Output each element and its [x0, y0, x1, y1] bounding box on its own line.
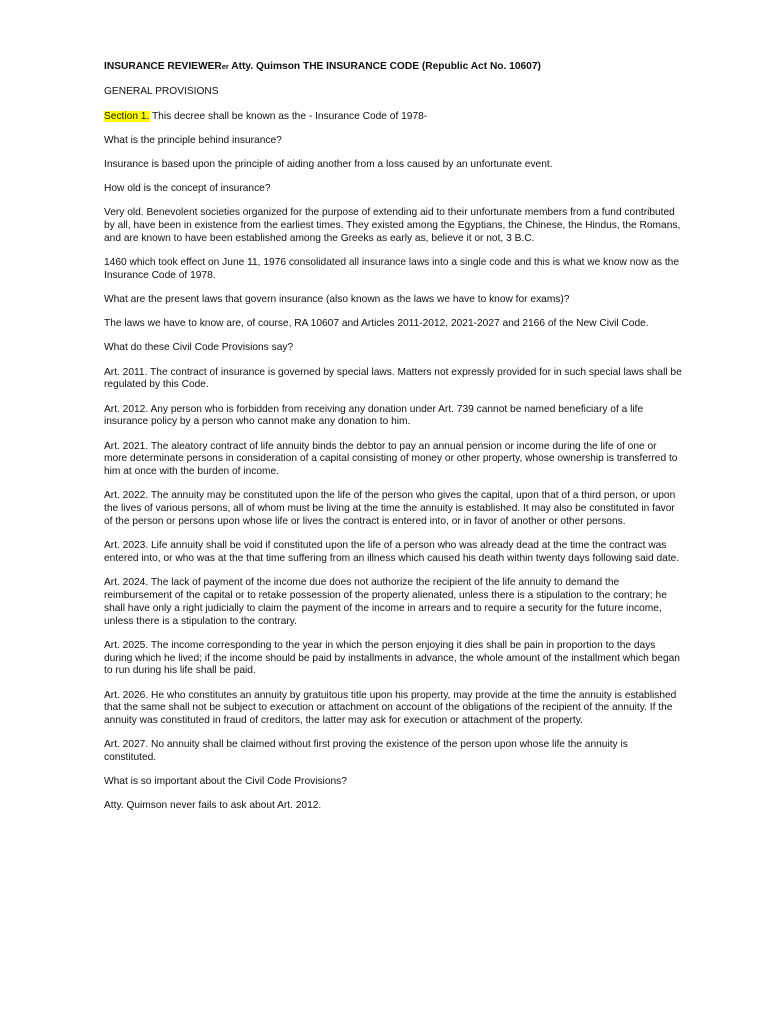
paragraph-art-2021: Art. 2021. The aleatory contract of life annuity binds the debtor to pay an annual pension or income during the life of one or more determinate persons in consideration of a capital consisting of money or other property, whose ownership is transferred to him at once with the burden of income. [104, 440, 678, 478]
document-title [104, 61, 682, 74]
paragraph-provisions-question: What do these Civil Code Provisions say? [104, 342, 294, 354]
section-heading: GENERAL PROVISIONS [104, 86, 219, 98]
paragraph-art-2011: Art. 2011. The contract of insurance is governed by special laws. Matters not expressly provided for in such special laws shall be regulated by this Code. [104, 366, 682, 391]
section-1-text: This decree shall be known as the - Insurance Code of 1978- [149, 110, 428, 122]
title-main: INSURANCE REVIEWER [104, 61, 222, 72]
paragraph-importance-answer: Atty. Quimson never fails to ask about Art. 2012. [104, 800, 322, 812]
paragraph-art-2027: Art. 2027. No annuity shall be claimed without first proving the existence of the person upon whose life the annuity is constituted. [104, 739, 628, 764]
paragraph-art-2024: Art. 2024. The lack of payment of the income due does not authorize the recipient of the life annuity to demand the reimbursement of the capital or to retake possession of the property alienated, unless there is a stipulation to the contrary; he shall have only a right judicially to claim the payment of the income in arrears and to require a security for the future income, unless there is a stipulation to the contrary. [104, 577, 667, 627]
paragraph-principle-question: What is the principle behind insurance? [104, 134, 282, 146]
paragraph-art-2026: Art. 2026. He who constitutes an annuity by gratuitous title upon his property, may provide at the time the annuity is established that the same shall not be subject to execution or attachment on account of the obligations of the recipient of the annuity. If the annuity was constituted in fraud of creditors, the latter may ask for execution or attachment of the property. [104, 689, 677, 727]
paragraph-laws-question: What are the present laws that govern insurance (also known as the laws we have to know for exams)? [104, 294, 570, 306]
section-1-label: Section 1. [104, 110, 150, 122]
section-1-paragraph [104, 111, 682, 124]
title-small: er [221, 62, 229, 71]
paragraph-age-question: How old is the concept of insurance? [104, 183, 271, 195]
paragraph-laws-answer: The laws we have to know are, of course, RA 10607 and Articles 2011-2012, 2021-2027 and 2166 of the New Civil Code. [104, 318, 649, 330]
title-rest: Atty. Quimson THE INSURANCE CODE (Republic Act No. 10607) [228, 61, 541, 72]
paragraph-1460: 1460 which took effect on June 11, 1976 consolidated all insurance laws into a single code and this is what we know now as the Insurance Code of 1978. [104, 257, 680, 281]
paragraph-principle-answer: Insurance is based upon the principle of aiding another from a loss caused by an unfortunate event. [104, 158, 553, 170]
paragraph-art-2023: Art. 2023. Life annuity shall be void if constituted upon the life of a person who was already dead at the time the contract was entered into, or who was at the that time suffering from an illness which caused his death within twenty days following said date. [104, 540, 680, 564]
document-page [104, 61, 682, 825]
paragraph-art-2022: Art. 2022. The annuity may be constituted upon the life of the person who gives the capital, upon that of a third person, or upon the lives of various persons, all of whom must be living at the time the annuity is established. It may also be constituted in favor of the person or persons upon whose life or lives the contract is entered into, or in favor of another or other persons. [104, 490, 676, 527]
paragraph-importance-question: What is so important about the Civil Code Provisions? [104, 776, 347, 788]
paragraph-art-2012: Art. 2012. Any person who is forbidden from receiving any donation under Art. 739 cannot be named beneficiary of a life insurance policy by a person who cannot make any donation to him. [104, 403, 644, 428]
paragraph-art-2025: Art. 2025. The income corresponding to the year in which the person enjoying it dies shall be pain in proportion to the days during which he lived; if the income should be paid by installments in advance, the whole amount of the installment which began to run during his life shall be paid. [104, 639, 680, 677]
paragraph-age-answer: Very old. Benevolent societies organized for the purpose of extending aid to their unfortunate members from a fund contributed by all, have been in existence from the earliest times. They existed among the Egyptians, the Chinese, the Hindus, the Romans, and are known to have been established among the Greeks as early as, believe it or not, 3 B.C. [104, 207, 681, 244]
